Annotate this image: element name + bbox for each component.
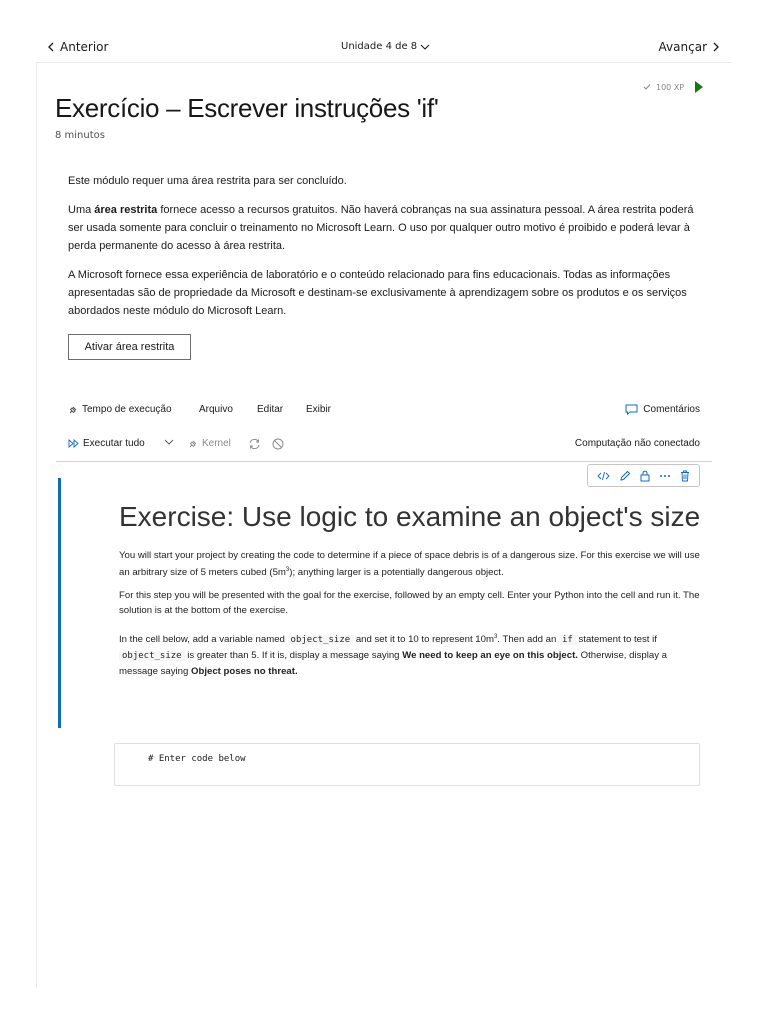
notebook-toolbar: [68, 438, 700, 452]
restart-kernel-button[interactable]: [248, 438, 261, 450]
run-all-label: Executar tudo: [83, 438, 145, 449]
trash-icon[interactable]: [680, 470, 690, 482]
edit-menu[interactable]: Editar: [257, 404, 284, 415]
code-cell-content: # Enter code below: [148, 754, 246, 764]
comments-label: Comentários: [643, 404, 700, 415]
chevron-down-icon: [420, 43, 430, 51]
instr-part-c: . Then add an: [497, 634, 559, 646]
plug-icon: [68, 405, 78, 415]
inline-code-if: if: [559, 635, 576, 645]
activate-sandbox-button[interactable]: Ativar área restrita: [68, 334, 191, 360]
sandbox-term: área restrita: [94, 204, 158, 216]
next-unit-link[interactable]: [659, 40, 720, 54]
plug-icon: [188, 439, 198, 449]
runtime-menu-label: Tempo de execução: [82, 404, 172, 415]
exercise-step-text: For this step you will be presented with the goal for the exercise, followed by an empty cell. Enter your Python into the cell and run it. The solution is at the bottom of the exercise.: [119, 590, 700, 617]
instr-part-f: Otherwise, display a message saying: [119, 650, 667, 678]
message-no-threat: Object poses no threat.: [191, 666, 298, 678]
exercise-instructions-text: [119, 630, 704, 679]
run-all-icon: [68, 439, 79, 448]
toolbar-divider: [56, 461, 712, 462]
duration-label: 8 minutos: [55, 130, 105, 141]
refresh-icon: [248, 438, 261, 450]
edit-pencil-icon[interactable]: [619, 470, 631, 482]
chevron-down-icon: [164, 438, 174, 446]
stop-icon: [272, 438, 284, 450]
check-icon: [643, 83, 651, 91]
instr-part-b: and set it to 10 to represent 10m: [353, 634, 494, 646]
unit-selector-label: Unidade 4 de 8: [341, 41, 418, 52]
comment-icon: [625, 404, 638, 415]
sandbox-disclaimer-text: A Microsoft fornece essa experiência de laboratório e o conteúdo relacionado para fins educacionais. Todas as informações apresentadas são de propriedade da Microsoft e destinam-se exclusivamente à aprendizagem sobre os produtos e os serviços abordados neste módulo do Microsoft Learn.: [68, 269, 687, 317]
xp-label: 100 XP: [656, 82, 685, 92]
message-keep-eye: We need to keep an eye on this object.: [402, 650, 578, 662]
notebook-menubar: [68, 404, 700, 418]
inline-code-object-size-2: object_size: [119, 651, 185, 661]
code-cell-editor[interactable]: [114, 743, 700, 786]
sandbox-requirement-text: Este módulo requer uma área restrita para ser concluído.: [68, 175, 347, 187]
next-unit-label: Avançar: [658, 40, 707, 54]
sandbox-info-prefix: Uma: [68, 204, 95, 216]
instr-part-e: is greater than 5. If it is, display a message saying: [184, 650, 403, 662]
inline-code-object-size: object_size: [288, 635, 354, 645]
sandbox-info-text: [68, 201, 708, 255]
chevron-right-icon: [712, 42, 720, 52]
comments-button[interactable]: [625, 404, 700, 415]
active-cell-indicator: [58, 478, 61, 728]
instr-part-d: statement to test if: [575, 634, 657, 646]
more-options-icon[interactable]: [659, 474, 671, 478]
intro-superscript: 3: [285, 567, 290, 573]
previous-unit-link[interactable]: [47, 40, 108, 54]
instr-superscript: 3: [493, 634, 498, 641]
instr-part-a: In the cell below, add a variable named: [119, 634, 288, 646]
play-icon[interactable]: [695, 81, 703, 93]
previous-unit-label: Anterior: [60, 40, 109, 54]
intro-part-b: ); anything larger is a potentially dangerous object.: [289, 567, 504, 579]
unit-selector[interactable]: [341, 41, 430, 52]
lock-icon[interactable]: [640, 470, 650, 482]
markdown-cell[interactable]: [119, 498, 704, 687]
sandbox-description: [68, 172, 708, 331]
compute-status[interactable]: Computação não conectado: [574, 438, 700, 449]
sandbox-info-body: fornece acesso a recursos gratuitos. Não haverá cobranças na sua assinatura pessoal. A área restrita poderá ser usada somente para concluir o treinamento no Microsoft Learn. O uso por qualquer outro motivo é proibido e poderá levar à perda permanente do acesso à área restrita.: [68, 204, 694, 252]
runtime-menu[interactable]: [68, 404, 172, 415]
intro-part-a: You will start your project by creating the code to determine if a piece of space debris is of a dangerous size. For this exercise we will use an arbitrary size of 5 meters cubed (5m: [119, 550, 700, 579]
code-view-icon[interactable]: [597, 471, 610, 481]
view-menu[interactable]: Exibir: [306, 404, 332, 415]
cell-toolbar: [587, 464, 700, 487]
interrupt-kernel-button[interactable]: [272, 438, 284, 450]
exercise-intro-text: [119, 548, 704, 580]
xp-indicator: [643, 81, 703, 93]
run-all-button[interactable]: [68, 438, 145, 449]
kernel-label: Kernel: [202, 438, 231, 449]
kernel-button[interactable]: [188, 438, 231, 449]
page-title: Exercício – Escrever instruções 'if': [55, 93, 439, 123]
file-menu[interactable]: Arquivo: [199, 404, 233, 415]
run-options-dropdown[interactable]: [164, 438, 174, 446]
top-navigation: [0, 0, 768, 62]
chevron-left-icon: [47, 42, 55, 52]
exercise-heading: Exercise: Use logic to examine an object's size: [119, 501, 701, 532]
